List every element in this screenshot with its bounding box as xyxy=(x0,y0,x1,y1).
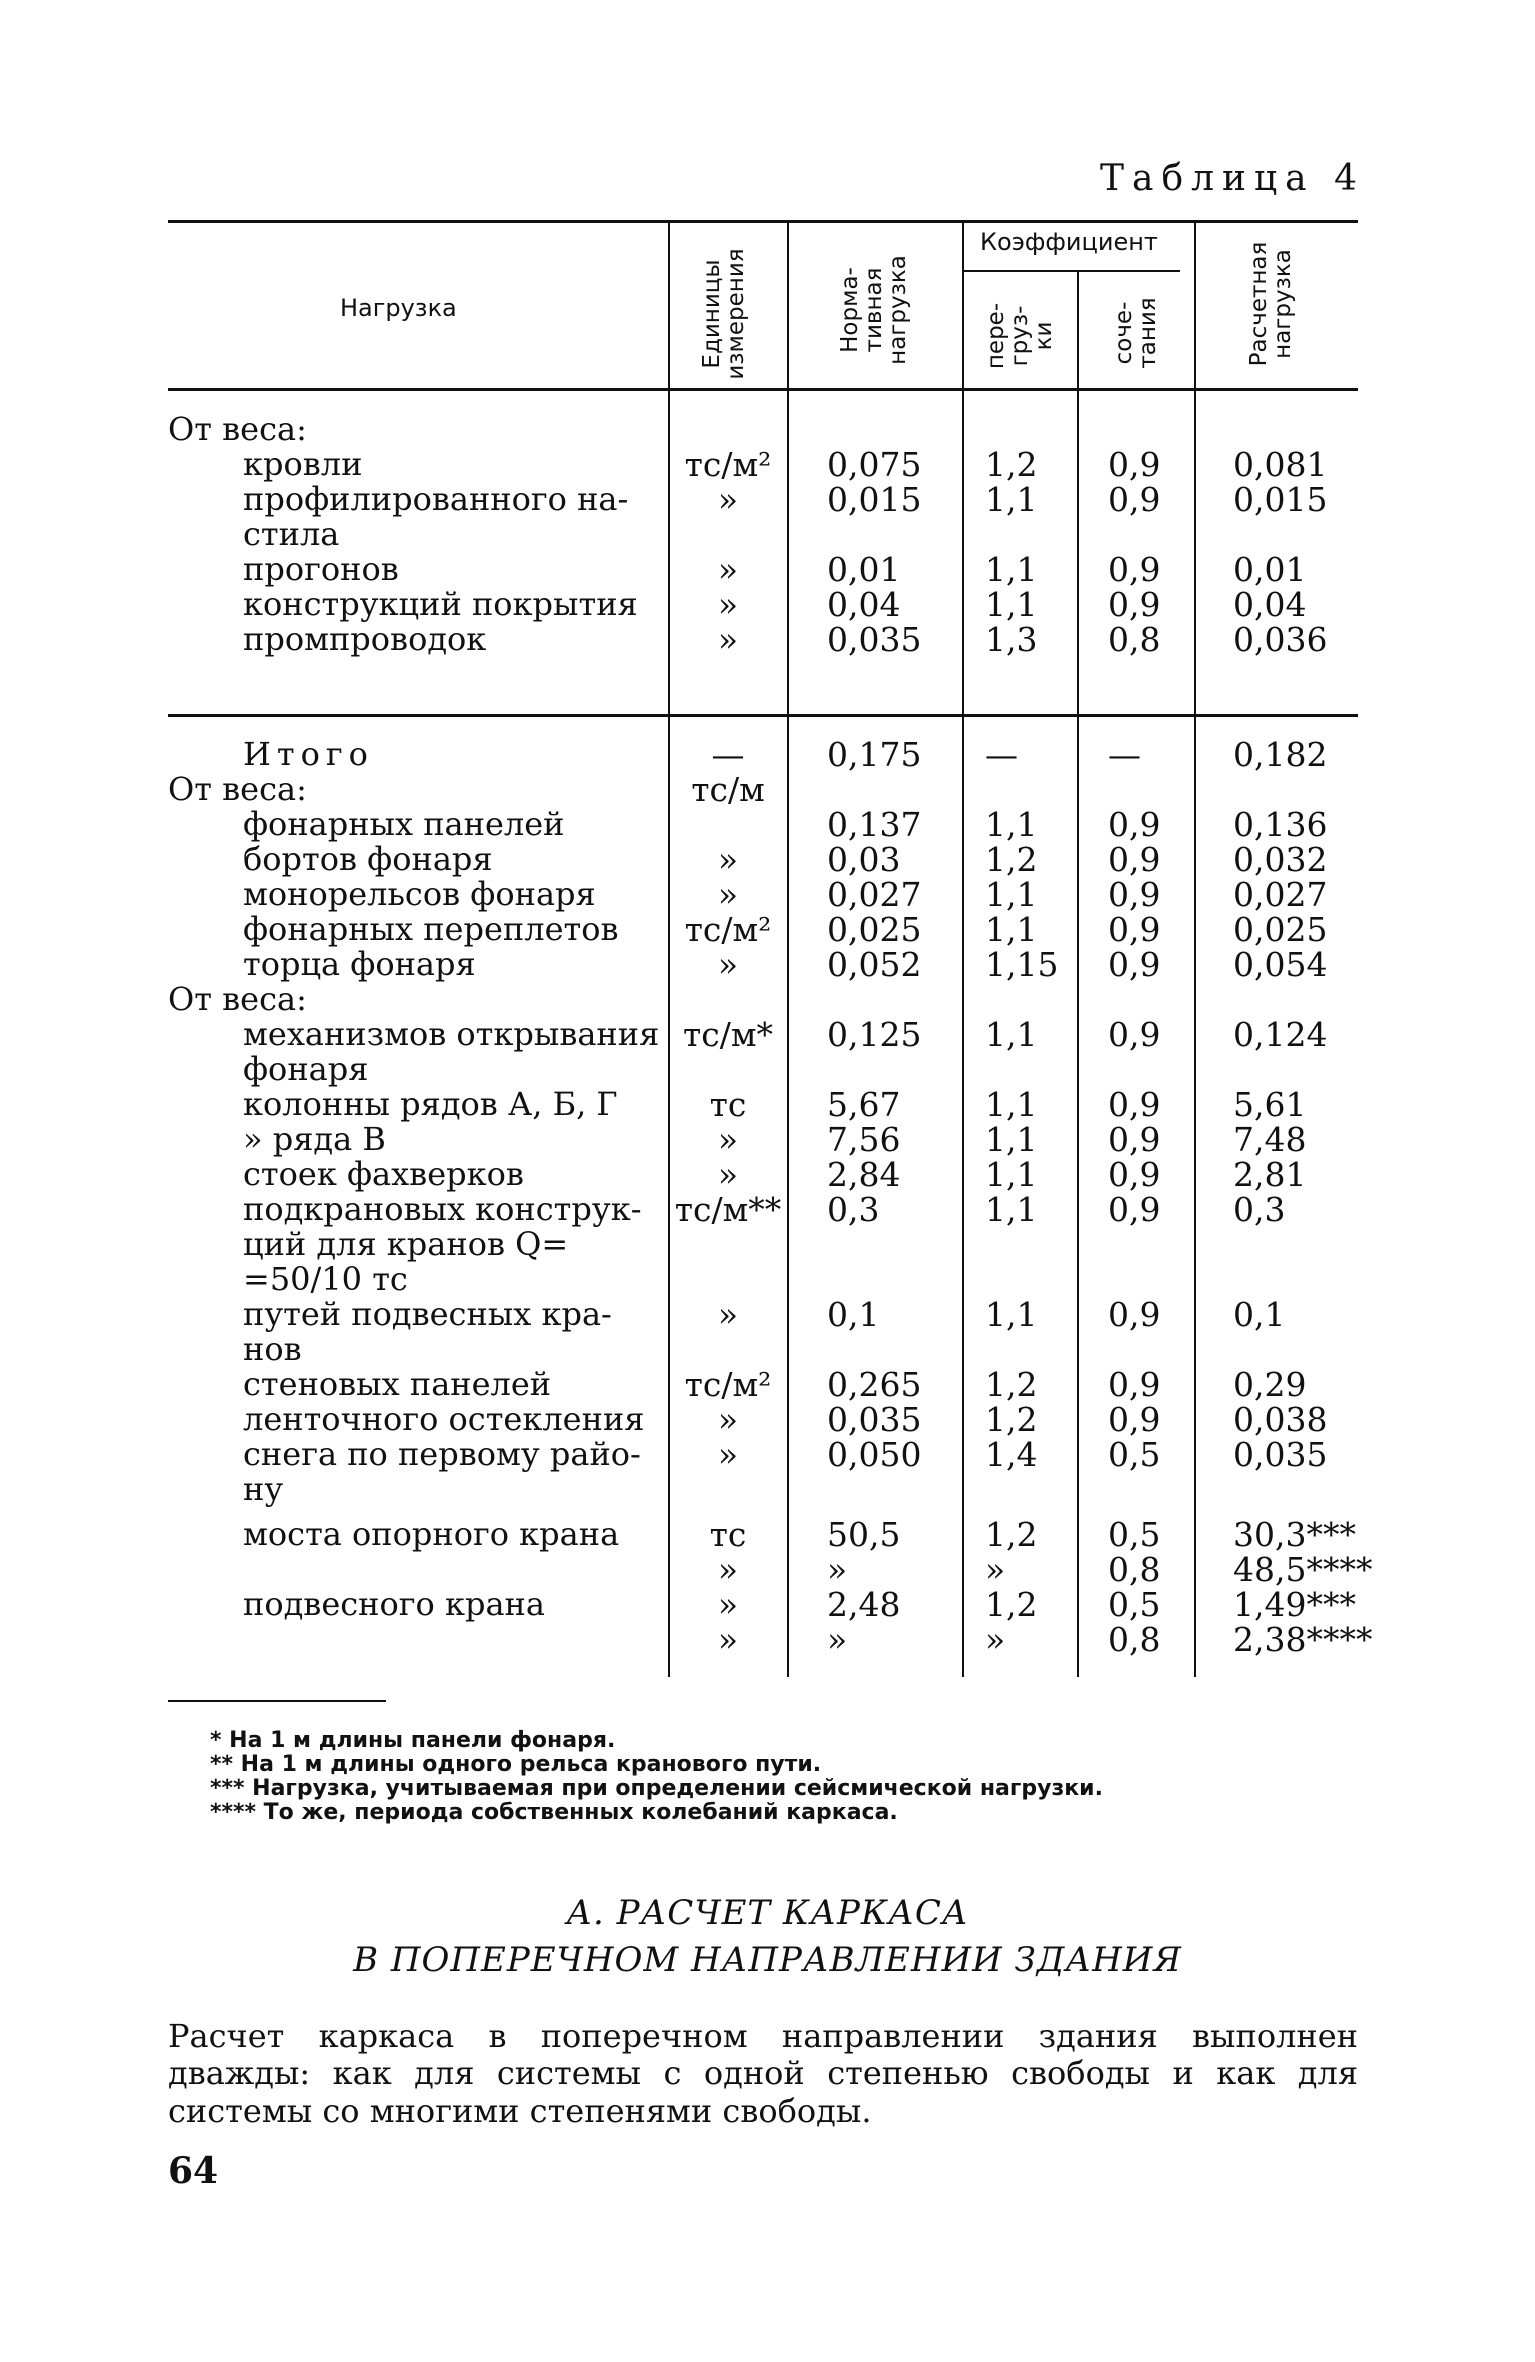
header-bottom-rule xyxy=(168,388,1358,391)
table-caption: Таблица 4 xyxy=(1100,158,1365,199)
cell-unit: тс/м² xyxy=(684,445,772,484)
footnote-rule xyxy=(168,1700,386,1702)
row-label: моста опорного крана xyxy=(243,1515,620,1553)
cell-normative: 0,050 xyxy=(827,1435,922,1474)
cell-normative: 0,01 xyxy=(827,550,901,589)
cell-overload: » xyxy=(985,1620,1006,1659)
cell-normative: 0,137 xyxy=(827,805,922,844)
cell-normative: 0,1 xyxy=(827,1295,880,1334)
cell-overload: 1,2 xyxy=(985,840,1038,879)
row-label: промпроводок xyxy=(243,620,487,658)
cell-overload: 1,4 xyxy=(985,1435,1038,1474)
row-label: кровли xyxy=(243,445,363,483)
cell-combination: 0,9 xyxy=(1108,1365,1161,1404)
row-label: нов xyxy=(243,1330,302,1368)
cell-overload: 1,2 xyxy=(985,1365,1038,1404)
cell-normative: 0,035 xyxy=(827,1400,922,1439)
col-divider-design xyxy=(1194,222,1196,1677)
cell-unit: » xyxy=(717,1155,739,1194)
cell-normative: 0,015 xyxy=(827,480,922,519)
cell-design: 0,035 xyxy=(1233,1435,1328,1474)
cell-overload: 1,1 xyxy=(985,910,1038,949)
cell-normative: 0,025 xyxy=(827,910,922,949)
cell-design: 0,01 xyxy=(1233,550,1307,589)
row-label: От веса: xyxy=(168,770,307,808)
row-label: стоек фахверков xyxy=(243,1155,524,1193)
cell-design: 2,81 xyxy=(1233,1155,1307,1194)
page-number: 64 xyxy=(168,2150,219,2192)
cell-overload: 1,1 xyxy=(985,480,1038,519)
cell-combination: 0,9 xyxy=(1108,1155,1161,1194)
cell-design: 0,1 xyxy=(1233,1295,1286,1334)
table-top-rule xyxy=(168,220,1358,223)
cell-combination: 0,9 xyxy=(1108,1085,1161,1124)
cell-design: 1,49*** xyxy=(1233,1585,1356,1624)
row-label: стила xyxy=(243,515,340,553)
cell-unit: тс/м xyxy=(691,770,765,809)
section-paragraph: Расчет каркаса в поперечном направлении здания выполнен дважды: как для системы с одной степенью свободы и как для системы со многими степенями свободы. xyxy=(168,2017,1358,2130)
header-coefficient: Коэффициент xyxy=(980,228,1158,256)
cell-unit: » xyxy=(717,550,739,589)
row-label: =50/10 тс xyxy=(243,1260,408,1298)
cell-overload: 1,1 xyxy=(985,1190,1038,1229)
cell-design: 2,38**** xyxy=(1233,1620,1373,1659)
section-title-line-2: В ПОПЕРЕЧНОМ НАПРАВЛЕНИИ ЗДАНИЯ xyxy=(353,1940,1182,1980)
row-label: фонарных панелей xyxy=(243,805,565,843)
cell-combination: 0,9 xyxy=(1108,445,1161,484)
row-label: профилированного на- xyxy=(243,480,629,518)
cell-overload: 1,1 xyxy=(985,1085,1038,1124)
cell-design: 5,61 xyxy=(1233,1085,1307,1124)
section-divider-rule xyxy=(168,714,1358,717)
cell-design: 0,025 xyxy=(1233,910,1328,949)
cell-combination: 0,9 xyxy=(1108,1015,1161,1054)
cell-unit: тс xyxy=(709,1085,747,1124)
footnote-2: ** На 1 м длины одного рельса кранового пути. xyxy=(210,1752,822,1777)
cell-overload: 1,1 xyxy=(985,1155,1038,1194)
header-units: Единицы измерения xyxy=(699,248,750,380)
cell-unit: » xyxy=(717,1550,739,1589)
cell-normative: 5,67 xyxy=(827,1085,901,1124)
row-label: снега по первому райо- xyxy=(243,1435,641,1473)
cell-unit: — xyxy=(711,735,745,774)
row-label: Итого xyxy=(243,735,374,773)
cell-combination: 0,9 xyxy=(1108,1400,1161,1439)
cell-unit: » xyxy=(717,620,739,659)
cell-design: 0,29 xyxy=(1233,1365,1307,1404)
row-label: подвесного крана xyxy=(243,1585,545,1623)
cell-design: 0,027 xyxy=(1233,875,1328,914)
cell-unit: тс/м** xyxy=(674,1190,782,1229)
cell-combination: 0,5 xyxy=(1108,1585,1161,1624)
header-load: Нагрузка xyxy=(340,294,457,322)
cell-combination: 0,9 xyxy=(1108,1120,1161,1159)
col-divider-overload xyxy=(962,222,964,1677)
header-overload: пере- груз- ки xyxy=(983,302,1058,370)
row-label: От веса: xyxy=(168,410,307,448)
cell-normative: 0,125 xyxy=(827,1015,922,1054)
cell-unit: тс/м² xyxy=(684,1365,772,1404)
cell-combination: 0,8 xyxy=(1108,1620,1161,1659)
row-label: ну xyxy=(243,1470,284,1508)
cell-combination: 0,9 xyxy=(1108,945,1161,984)
cell-overload: 1,1 xyxy=(985,585,1038,624)
header-combination: соче- тания xyxy=(1111,297,1162,369)
row-label: монорельсов фонаря xyxy=(243,875,596,913)
cell-combination: 0,8 xyxy=(1108,620,1161,659)
cell-normative: 0,027 xyxy=(827,875,922,914)
cell-design: 0,036 xyxy=(1233,620,1328,659)
cell-unit: » xyxy=(717,1435,739,1474)
cell-design: 0,054 xyxy=(1233,945,1328,984)
row-label: прогонов xyxy=(243,550,399,588)
cell-normative: 0,035 xyxy=(827,620,922,659)
cell-combination: 0,9 xyxy=(1108,910,1161,949)
cell-design: 0,032 xyxy=(1233,840,1328,879)
cell-normative: 0,265 xyxy=(827,1365,922,1404)
cell-overload: 1,1 xyxy=(985,805,1038,844)
cell-overload: 1,2 xyxy=(985,445,1038,484)
cell-normative: 2,48 xyxy=(827,1585,901,1624)
cell-design: 7,48 xyxy=(1233,1120,1307,1159)
cell-normative: 0,052 xyxy=(827,945,922,984)
cell-design: 0,136 xyxy=(1233,805,1328,844)
section-title-line-1: А. РАСЧЕТ КАРКАСА xyxy=(566,1893,969,1933)
cell-design: 0,038 xyxy=(1233,1400,1328,1439)
cell-unit: тс xyxy=(709,1515,747,1554)
cell-combination: 0,5 xyxy=(1108,1435,1161,1474)
cell-combination: 0,5 xyxy=(1108,1515,1161,1554)
cell-overload: 1,2 xyxy=(985,1585,1038,1624)
cell-overload: » xyxy=(985,1550,1006,1589)
cell-normative: 0,075 xyxy=(827,445,922,484)
cell-overload: 1,15 xyxy=(985,945,1059,984)
cell-combination: 0,9 xyxy=(1108,480,1161,519)
cell-combination: 0,9 xyxy=(1108,1295,1161,1334)
cell-overload: 1,1 xyxy=(985,1295,1038,1334)
cell-combination: 0,9 xyxy=(1108,1190,1161,1229)
cell-unit: » xyxy=(717,1295,739,1334)
row-label: фонаря xyxy=(243,1050,369,1088)
cell-unit: тс/м² xyxy=(684,910,772,949)
row-label: » ряда В xyxy=(243,1120,386,1158)
row-label: колонны рядов А, Б, Г xyxy=(243,1085,618,1123)
cell-overload: 1,2 xyxy=(985,1400,1038,1439)
cell-normative: 0,175 xyxy=(827,735,922,774)
cell-overload: 1,1 xyxy=(985,1120,1038,1159)
row-label: путей подвесных кра- xyxy=(243,1295,612,1333)
cell-combination: 0,9 xyxy=(1108,875,1161,914)
row-label: фонарных переплетов xyxy=(243,910,619,948)
row-label: ций для кранов Q= xyxy=(243,1225,569,1263)
cell-overload: 1,3 xyxy=(985,620,1038,659)
footnote-4: **** То же, периода собственных колебаний каркаса. xyxy=(210,1800,898,1825)
cell-normative: » xyxy=(827,1620,848,1659)
cell-normative: 0,04 xyxy=(827,585,901,624)
cell-normative: 0,3 xyxy=(827,1190,880,1229)
cell-combination: — xyxy=(1108,735,1141,774)
cell-overload: 1,1 xyxy=(985,1015,1038,1054)
row-label: ленточного остекления xyxy=(243,1400,645,1438)
footnote-1: * На 1 м длины панели фонаря. xyxy=(210,1728,616,1753)
header-design: Расчетная нагрузка xyxy=(1246,241,1297,367)
cell-design: 30,3*** xyxy=(1233,1515,1356,1554)
footnote-3: *** Нагрузка, учитываемая при определении сейсмической нагрузки. xyxy=(210,1776,1103,1801)
row-label: От веса: xyxy=(168,980,307,1018)
cell-combination: 0,8 xyxy=(1108,1550,1161,1589)
row-label: конструкций покрытия xyxy=(243,585,638,623)
cell-unit: » xyxy=(717,1400,739,1439)
cell-unit: » xyxy=(717,945,739,984)
cell-design: 0,081 xyxy=(1233,445,1328,484)
cell-unit: » xyxy=(717,480,739,519)
cell-overload: 1,1 xyxy=(985,875,1038,914)
cell-combination: 0,9 xyxy=(1108,805,1161,844)
col-divider-combination xyxy=(1077,272,1079,1677)
cell-design: 0,124 xyxy=(1233,1015,1328,1054)
header-normative: Норма- тивная нагрузка xyxy=(837,255,912,365)
cell-overload: 1,2 xyxy=(985,1515,1038,1554)
cell-unit: » xyxy=(717,1585,739,1624)
cell-combination: 0,9 xyxy=(1108,550,1161,589)
cell-unit: » xyxy=(717,1120,739,1159)
cell-design: 0,015 xyxy=(1233,480,1328,519)
cell-normative: 2,84 xyxy=(827,1155,901,1194)
cell-normative: 7,56 xyxy=(827,1120,901,1159)
cell-overload: 1,1 xyxy=(985,550,1038,589)
coefficient-rule xyxy=(962,270,1180,272)
cell-overload: — xyxy=(985,735,1018,774)
cell-unit: тс/м* xyxy=(682,1015,774,1054)
cell-unit: » xyxy=(717,875,739,914)
row-label: механизмов открывания xyxy=(243,1015,660,1053)
cell-normative: 50,5 xyxy=(827,1515,901,1554)
row-label: бортов фонаря xyxy=(243,840,493,878)
cell-normative: » xyxy=(827,1550,848,1589)
cell-combination: 0,9 xyxy=(1108,585,1161,624)
cell-design: 0,3 xyxy=(1233,1190,1286,1229)
row-label: торца фонаря xyxy=(243,945,476,983)
cell-design: 48,5**** xyxy=(1233,1550,1373,1589)
cell-combination: 0,9 xyxy=(1108,840,1161,879)
cell-unit: » xyxy=(717,840,739,879)
row-label: подкрановых конструк- xyxy=(243,1190,642,1228)
cell-unit: » xyxy=(717,1620,739,1659)
row-label: стеновых панелей xyxy=(243,1365,552,1403)
cell-design: 0,182 xyxy=(1233,735,1328,774)
cell-design: 0,04 xyxy=(1233,585,1307,624)
cell-unit: » xyxy=(717,585,739,624)
cell-normative: 0,03 xyxy=(827,840,901,879)
col-divider-normative xyxy=(787,222,789,1677)
